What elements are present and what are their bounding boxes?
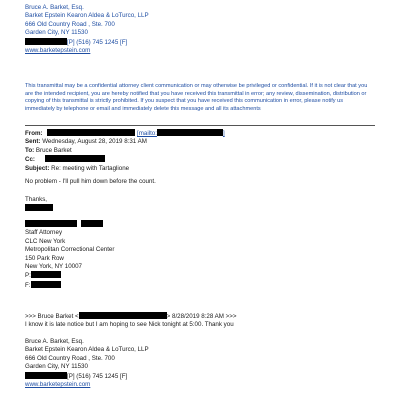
f-label: F: [25, 281, 31, 289]
sent-value: Wednesday, August 28, 2019 8:31 AM [42, 138, 147, 146]
confidentiality-disclaimer: This transmittal may be a confidential attorney client communication or may otherwise be privileged or confidential. If it is not clear that you are the intended recipient, you are hereby notified that you have received this transmittal in error; any review, dissemination, distribution or copying of this transmittal is strictly prohibited. If you suspect that you have received this communication in error, please notify us immediately by telephone or email and immediately delete this message and all its attachments [25, 83, 368, 112]
subject-label: Subject: [25, 164, 50, 172]
sent-row [25, 138, 225, 146]
sig-address-2: Garden City, NY 11530 [25, 29, 88, 37]
sig-title: Staff Attorney [25, 229, 63, 237]
redaction [25, 372, 67, 379]
sig-phone-text: [P] (516) 745 1245 [F] [67, 38, 128, 46]
staff-signature [25, 220, 114, 290]
reply-body [25, 178, 156, 186]
subject-row [25, 165, 225, 173]
reply-closing: Thanks, [25, 196, 48, 203]
sig-org: CLC New York [25, 237, 66, 245]
sig2-address-1: 666 Old Country Road , Ste. 700 [25, 354, 115, 362]
to-value: Bruce Barket [35, 146, 72, 154]
to-label: To: [25, 146, 35, 154]
sig-firm: Barket Epstein Kearon Aldea & LoTurco, LLP [25, 12, 149, 20]
mailto-close: ] [222, 130, 225, 137]
sent-label: Sent: [25, 138, 41, 146]
redaction [157, 129, 223, 136]
sig-website-link[interactable]: www.barketepstein.com [25, 47, 91, 55]
email-header [25, 129, 225, 173]
redaction [31, 281, 61, 288]
quoted-body: I know it is late notice but I am hoping to see Nick tonight at 5:00. Thank you [25, 321, 234, 329]
redaction [31, 271, 61, 278]
reply-closing-block [25, 196, 53, 214]
to-row [25, 147, 225, 155]
sig2-phone-text: [P] (516) 745 1245 [F] [67, 372, 128, 380]
quoted-suffix: > 8/28/2019 8:28 AM >>> [166, 313, 237, 320]
redaction [81, 220, 103, 227]
reply-text: No problem - I'll pull him down before the count. [25, 178, 156, 185]
signature-block-top [25, 4, 149, 55]
cc-row [25, 155, 225, 164]
sig-street: 150 Park Row [25, 254, 64, 262]
sig2-name: Bruce A. Barket, Esq. [25, 338, 84, 345]
redaction [79, 312, 167, 319]
sig-name: Bruce A. Barket, Esq. [25, 4, 84, 11]
redaction [45, 155, 105, 162]
subject-value: Re: meeting with Tartaglione [51, 164, 130, 172]
sig-center: Metropolitan Correctional Center [25, 246, 115, 254]
sig2-website-link[interactable]: www.barketepstein.com [25, 381, 91, 389]
from-row [25, 129, 225, 138]
sig2-address-2: Garden City, NY 11530 [25, 363, 88, 371]
redaction [47, 129, 135, 136]
quoted-prefix: >>> Bruce Barket < [25, 313, 79, 320]
mailto-open: [mailto: [137, 130, 157, 137]
header-separator [25, 125, 375, 126]
mailto-link[interactable] [137, 130, 225, 137]
from-label: From: [25, 130, 43, 137]
sig-phone-row [25, 271, 114, 280]
sig-address-1: 666 Old Country Road , Ste. 700 [25, 20, 115, 28]
redaction [25, 220, 77, 227]
sig-city: New York, NY 10007 [25, 263, 82, 271]
sig-phone [25, 38, 149, 47]
sig2-phone [25, 372, 149, 381]
redaction [25, 204, 53, 211]
p-label: P: [25, 272, 31, 280]
quoted-message [25, 312, 237, 330]
cc-label: Cc: [25, 156, 35, 164]
sig-fax-row [25, 281, 114, 290]
signature-block-bottom [25, 338, 149, 389]
sig2-firm: Barket Epstein Kearon Aldea & LoTurco, LLP [25, 346, 149, 354]
redaction [25, 38, 67, 45]
quoted-header [25, 312, 237, 321]
